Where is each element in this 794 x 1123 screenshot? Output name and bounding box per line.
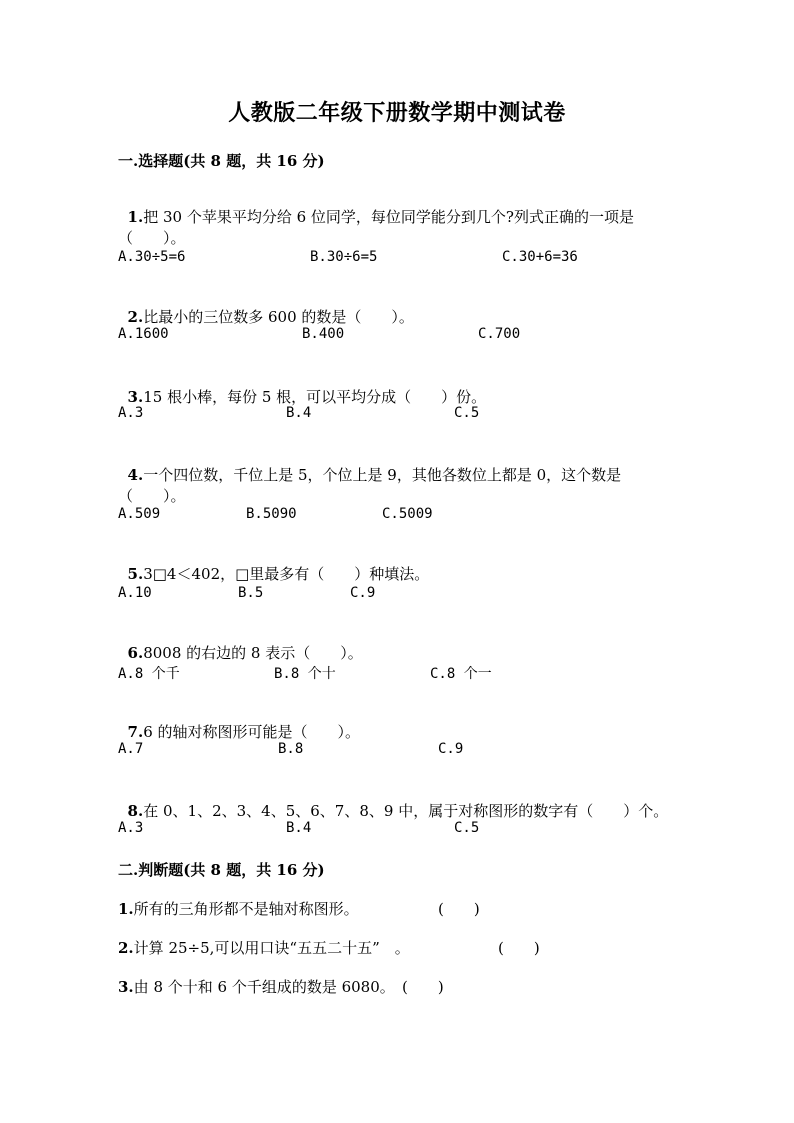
question-text: 15 根小棒，每份 5 根，可以平均分成（ ）份。 <box>143 388 487 406</box>
option-a: A.3 <box>118 820 144 836</box>
question-5 <box>118 543 678 585</box>
option-b: B.4 <box>286 820 312 836</box>
option-c: C.9 <box>350 585 376 601</box>
question-text: 在 0、1、2、3、4、5、6、7、8、9 中，属于对称图形的数字有（ ）个。 <box>143 802 669 820</box>
question-number: 5. <box>127 565 144 583</box>
question-7 <box>118 701 678 743</box>
answer-blank[interactable]: ( ) <box>402 978 444 996</box>
question-text: 6 的轴对称图形可能是（ ）。 <box>143 723 361 741</box>
question-number: 1. <box>118 900 134 918</box>
answer-blank[interactable]: ( ) <box>438 900 480 918</box>
option-b: B.8 个十 <box>274 666 336 682</box>
option-c: C.9 <box>438 741 464 757</box>
question-text: 计算 25÷5,可以用口诀“五五二十五” 。 <box>133 939 410 957</box>
option-b: B.400 <box>302 326 345 342</box>
question-text: 所有的三角形都不是轴对称图形。 <box>133 900 359 918</box>
question-text: 由 8 个十和 6 个千组成的数是 6080。 <box>133 978 395 996</box>
question-number: 8. <box>127 802 144 820</box>
option-b: B.5090 <box>246 506 297 522</box>
option-b: B.30÷6=5 <box>310 249 378 265</box>
question-number: 2. <box>127 308 144 326</box>
question-3 <box>118 366 678 408</box>
page-title: 人教版二年级下册数学期中测试卷 <box>228 100 566 126</box>
judge-question-3 <box>118 976 395 997</box>
question-text: 3□4＜402，□里最多有（ ）种填法。 <box>143 565 430 583</box>
question-number: 4. <box>127 466 144 484</box>
question-number: 2. <box>118 939 134 957</box>
option-b: B.5 <box>238 585 264 601</box>
option-a: A.1600 <box>118 326 169 342</box>
option-a: A.30÷5=6 <box>118 249 186 265</box>
question-number: 3. <box>118 978 134 996</box>
option-a: A.10 <box>118 585 152 601</box>
option-a: A.8 个千 <box>118 666 180 682</box>
option-b: B.4 <box>286 405 312 421</box>
section-heading-true-false: 二.判断题(共 8 题，共 16 分) <box>118 861 325 879</box>
answer-blank[interactable]: ( ) <box>498 939 540 957</box>
question-number: 3. <box>127 388 144 406</box>
option-c: C.700 <box>478 326 521 342</box>
section-heading-choice: 一.选择题(共 8 题，共 16 分) <box>118 152 325 170</box>
question-text: 把 30 个苹果平均分给 6 位同学，每位同学能分到几个?列式正确的一项是（ ）。 <box>118 208 634 247</box>
option-a: A.7 <box>118 741 144 757</box>
question-text: 8008 的右边的 8 表示（ ）。 <box>143 644 363 662</box>
question-text: 一个四位数，千位上是 5，个位上是 9，其他各数位上都是 0，这个数是（ ）。 <box>118 466 622 505</box>
question-1 <box>118 186 678 249</box>
question-text: 比最小的三位数多 600 的数是（ ）。 <box>143 308 414 326</box>
question-8 <box>118 780 718 822</box>
question-number: 1. <box>127 208 144 226</box>
option-c: C.5 <box>454 820 480 836</box>
option-c: C.30+6=36 <box>502 249 578 265</box>
question-number: 6. <box>127 644 144 662</box>
option-a: A.3 <box>118 405 144 421</box>
question-4 <box>118 444 678 507</box>
question-number: 7. <box>127 723 144 741</box>
option-b: B.8 <box>278 741 304 757</box>
option-c: C.5009 <box>382 506 433 522</box>
judge-question-2 <box>118 937 410 958</box>
judge-question-1 <box>118 898 359 919</box>
option-c: C.5 <box>454 405 480 421</box>
option-c: C.8 个一 <box>430 666 492 682</box>
question-2 <box>118 286 678 328</box>
question-6 <box>118 622 678 664</box>
option-a: A.509 <box>118 506 161 522</box>
